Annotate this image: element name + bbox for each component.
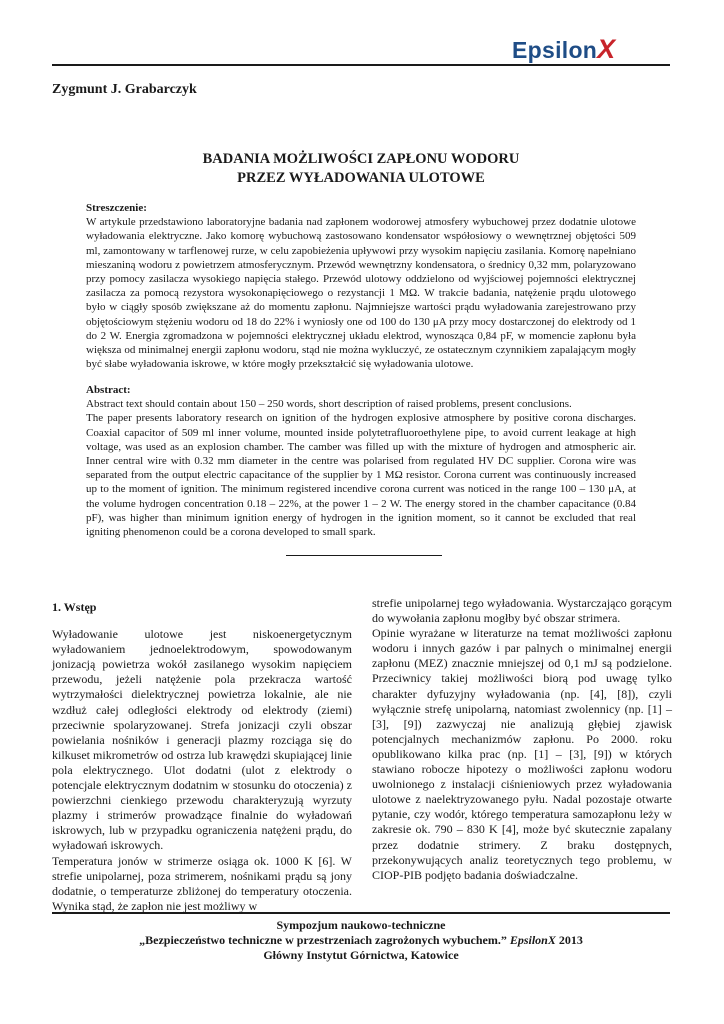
intro-paragraph-2: Temperatura jonów w strimerze osiąga ok. 1000 K [6]. W strefie unipolarnej, poza strimerem, nośnikami prądu są jony dodatnie, o temperaturze zbliżonej do temperatury otoczenia. Wynika stąd, że zapłon nie jest możliwy w [52,853,352,913]
streszczenie-heading: Streszczenie: [86,202,147,214]
intro-paragraph-3: strefie unipolarnej tego wyładowania. Wystarczająco gorącym do wywołania zapłonu mogłby być obszar strimera. [372,596,672,626]
footer-rule [52,912,670,914]
section-heading-wstep: 1. Wstęp [52,600,97,614]
section-divider [286,555,442,556]
abstract-heading: Abstract: [86,384,131,396]
streszczenie-text: W artykule przedstawiono laboratoryjne badania nad zapłonem wodorowej atmosfery wybuchowej przez dodatnie ulotowe wyładowania elektryczne. Jako komorę wybuchową zastosowano kondensator współosiowy o wewnętrznej objętości 509 ml, zamontowany w tarflenowej rurze, w celu zapobieżenia upływowi przy wysokim napięciu zasilania. Komorę napełniano mieszaniną wodoru z powietrzem atmosferycznym. Przewód wewnętrzny kondensatora, o średnicy 0,32 mm, polaryzowano przy pomocy zasilacza wysokiego napięcia stałego. Przewód ulotowy oddzielono od wyjściowej pojemności elektrycznej zasilacza za pomocą rezystora wysokonapięciowego o rezystancji 1 MΩ. W trakcie badania, natężenie prądu ulotowego było w ciągły sposób zwiększane aż do momentu zapłonu. Najmniejsze wartości prądu wyładowania zarejestrowano przy objętościowym stężeniu wodoru od 18 do 22% i wyniosły one od 100 do 130 μA przy mocy dostarczonej do elektrody od 1 do 2 W. Energia zgromadzona w pojemności elektrycznej układu elektrod, wynosząca 0,84 pF, w momencie zapłonu była większa od minimalnej energii zapłonu wodoru, stąd nie można wykluczyć, ze ostatecznym czynnikiem zapalającym mogły być słabe wyładowania iskrowe, w które mogły przekształcić się wyładowania ulotowe. [86,216,636,371]
abstract-block [86,383,636,539]
abstract-instruction: Abstract text should contain about 150 – 250 words, short description of raised problems, present conclusions. [86,398,572,411]
intro-paragraph-1: Wyładowanie ulotowe jest niskoenergetycznym wyładowaniem jednoelektrodowym, spowodowanym jonizacją powietrza wokół zasilanego wysokim napięciem przewodu, jeżeli natężenie pola przekracza wartość wytrzymałości dielektrycznej powietrza lokalnie, ale nie wzdłuż całej odległości elektrody od elektrody (ziemi) przeciwnie spolaryzowanej. Strefa jonizacji czyli obszar powielania nośników i generacji plazmy rozciąga się do kilkuset mikrometrów od ostrza lub krawędzi skupiającej linie pola elektrycznego. Ulot dodatni (ulot z elektrody o potencjale elektrycznym dodatnim w stosunku do otoczenia) z powierzchni cienkiego przewodu charakteryzują wyrzuty plazmy i strimerów prowadzące finalnie do wyładowań iskrowych, lub w przypadku ograniczenia natężeni prądu, do wyładowań iskrowych. [52,627,352,853]
intro-paragraph-4: Opinie wyrażane w literaturze na temat możliwości zapłonu wodoru i innych gazów i par palnych o minimalnej energii zapłonu (MEZ) znacznie mniejszej od 0,1 mJ są podzielone. Przeciwnicy takiej możliwości biorą pod uwagę tylko charakter dyfuzyjny wyładowania (np. [4], [8]), czyli wyłącznie strefę unipolarną, natomiast zwolennicy (np. [1] – [3], [9]) zazwyczaj nie analizują głębiej zjawisk potencjalnych mechanizmów zapłonu. Po 2000. roku opublikowano kilka prac (np. [1] – [3], [9]) w których stawiano robocze hipotezy o możliwości zapłonu wodoru uwolnionego z instalacji ciśnieniowych przez wyładowania ulotowe z naelektryzowanego pyłu. Nadal pozostaje otwarte pytanie, czy wodór, którego temperatura samozapłonu leży w zakresie ok. 790 – 830 K [4], może być skutecznie zapalany przez dodatnie strimery. Z braku dostępnych, przekonywujących analiz teoretycznych tego problemu, w CIOP-PIB podjęto badania doświadczalne. [372,626,672,882]
footer-year: 2013 [558,933,583,947]
logo-main-text: Epsilon [512,37,598,63]
header-rule [52,64,670,66]
paper-title [52,150,670,188]
title-line-2: PRZEZ WYŁADOWANIA ULOTOWE [237,170,485,186]
epsilonx-logo [512,36,662,62]
footer-line-2 [52,933,670,948]
author-name: Zygmunt J. Grabarczyk [52,82,197,97]
footer-epsilonx: EpsilonX [509,933,556,947]
footer [52,918,670,963]
left-column [52,592,352,914]
right-column [372,596,672,883]
footer-line-3: Główny Instytut Górnictwa, Katowice [263,948,459,962]
title-line-1: BADANIA MOŻLIWOŚCI ZAPŁONU WODORU [202,151,520,167]
footer-line-1: Sympozjum naukowo-techniczne [276,918,446,932]
logo-x-text: X [597,34,616,64]
streszczenie-block [86,201,636,371]
footer-symposium-title: „Bezpieczeństwo techniczne w przestrzeniach zagrożonych wybuchem.” [139,933,507,947]
abstract-text: The paper presents laboratory research on ignition of the hydrogen explosive atmosphere by positive corona discharges. Coaxial capacitor of 509 ml inner volume, mounted inside polytetrafluoroethylene pipe, to avoid current leakage at high voltage, was used as an explosion chamber. The camber was filled up with the mixture of hydrogen and atmospheric air. Inner central wire with 0.32 mm diameter in the centre was polarised from regulated HV DC supplier. Corona wire was separated from the output electric capacitance of the supplier by 1 MΩ resistor. Corona current was continuously increased up to the moment of ignition. The minimum registered incendive corona current was noticed in the range 100 – 130 μA, at the volume hydrogen concentration 0.18 – 22%, at the power 1 – 2 W. The energy stored in the chamber capacitance (0.84 pF), was higher than minimum ignition energy of hydrogen in the ignition moment, so it cannot be excluded that real igniting phenomenon could be a corona developed to small spark. [86,412,636,539]
